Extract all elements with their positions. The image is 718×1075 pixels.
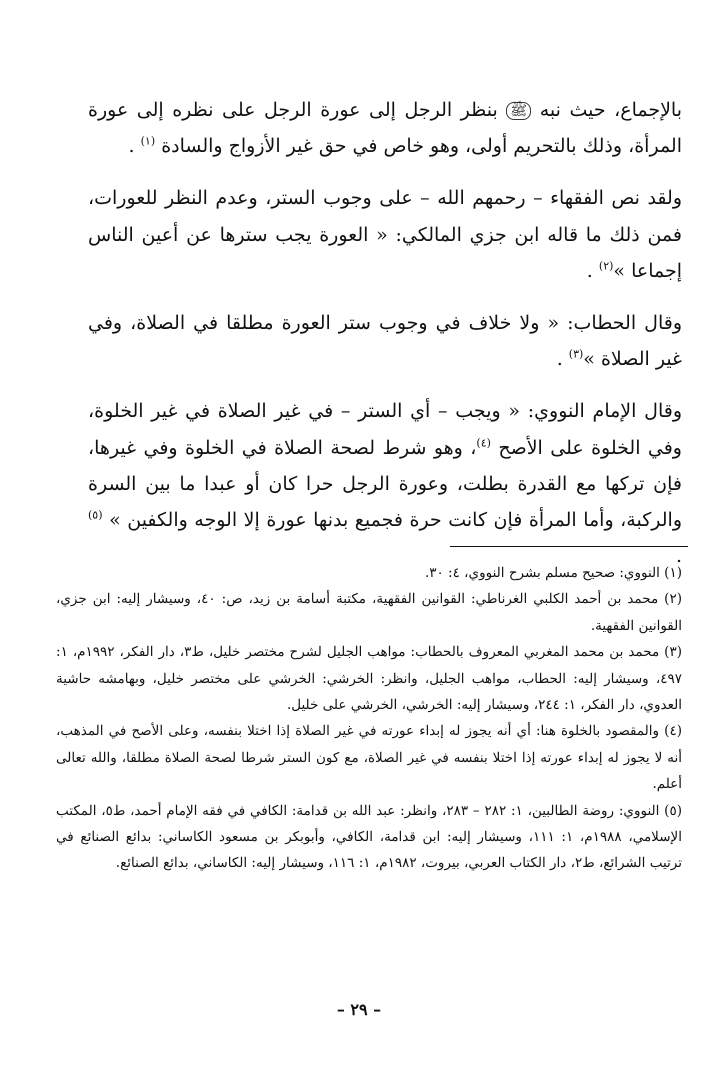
footnote-4: (٤) والمقصود بالخلوة هنا: أي أنه يجوز له إبداء عورته في غير الصلاة إذا اختلا بنفسه، وعلى الأصح في المذهب، أنه لا يجوز له إبداء عورته إذا اختلا بنفسه في غير الصلاة، مع كون الستر شرطا لصحة الصلاة مطلقا، والله تعالى أعلم.	[56, 723, 682, 793]
footnote-ref-4: (٤)	[476, 436, 491, 450]
footnote-ref-2: (٢)	[598, 259, 614, 273]
main-text	[88, 92, 682, 574]
footnotes	[56, 560, 682, 877]
footnote-ref-5: (٥)	[88, 508, 103, 522]
footnote-separator	[450, 546, 688, 547]
footnote-ref-3: (٣)	[568, 347, 584, 361]
footnote-5: (٥) النووي: روضة الطالبين، ١: ٢٨٢ – ٢٨٣، وانظر: عبد الله بن قدامة: الكافي في فقه الإمام أحمد، ط٥، المكتب الإسلامي، ١٩٨٨م، ١: ١١١، وسيشار إليه: ابن قدامة، الكافي، وأبوبكر بن مسعود الكاساني: بدائع الصنائع في ترتيب الشرائع، ط٢، دار الكتاب العربي، بيروت، ١٩٨٢م، ١: ١١٦، وسيشار إليه: الكاساني، بدائع الصنائع.	[56, 802, 682, 872]
footnote-ref-1: (١)	[140, 134, 156, 148]
paragraph-1: بالإجماع، حيث نبه ﷺ بنظر الرجل إلى عورة الرجل على نظره إلى عورة المرأة، وذلك بالتحريم أولى، وهو خاص في حق غير الأزواج والسادة $^{(١)}$ .	[88, 99, 683, 158]
page-number: – ٢٩ –	[336, 1000, 382, 1019]
paragraph-3: وقال الحطاب: « ولا خلاف في وجوب ستر العورة مطلقا في الصلاة، وفي غير الصلاة »$^{(٣)}$ .	[88, 312, 682, 371]
paragraph-4: وقال الإمام النووي: « ويجب – أي الستر – في غير الصلاة في غير الخلوة، وفي الخلوة على الأصح $^{(٤)}$، وهو شرط لصحة الصلاة في الخلوة وفي غيرها، فإن تركها مع القدرة بطلت، وعورة الرجل حرا كان أو عبدا ما بين السرة والركبة، وأما المرأة فإن كانت حرة فجميع بدنها عورة إلا الوجه والكفين » $^{(٥)}$ .	[88, 400, 682, 568]
honorific-glyph: ﷺ	[506, 102, 531, 120]
footnote-2: (٢) محمد بن أحمد الكلبي الغرناطي: القوانين الفقهية، مكتبة أسامة بن زيد، ص: ٤٠، وسيشار إليه: ابن جزي، القوانين الفقهية.	[56, 591, 682, 634]
footnote-1: (١) النووي: صحيح مسلم بشرح النووي، ٤: ٣٠.	[424, 565, 682, 581]
footnote-3: (٣) محمد بن محمد المغربي المعروف بالحطاب: مواهب الجليل لشرح مختصر خليل، ط٣، دار الفكر، ١٩٩٢م، ١: ٤٩٧، وسيشار إليه: الحطاب، مواهب الجليل، وانظر: الخرشي: الخرشي على مختصر خليل، وبهامشه حاشية العدوي، دار الفكر، ١: ٢٤٤، وسيشار إليه: الخرشي، الخرشي على خليل.	[56, 644, 682, 714]
paragraph-2: ولقد نص الفقهاء – رحمهم الله – على وجوب الستر، وعدم النظر للعورات، فمن ذلك ما قاله ابن جزي المالكي: « العورة يجب سترها عن أعين الناس إجماعا »$^{(٢)}$ .	[88, 187, 682, 282]
